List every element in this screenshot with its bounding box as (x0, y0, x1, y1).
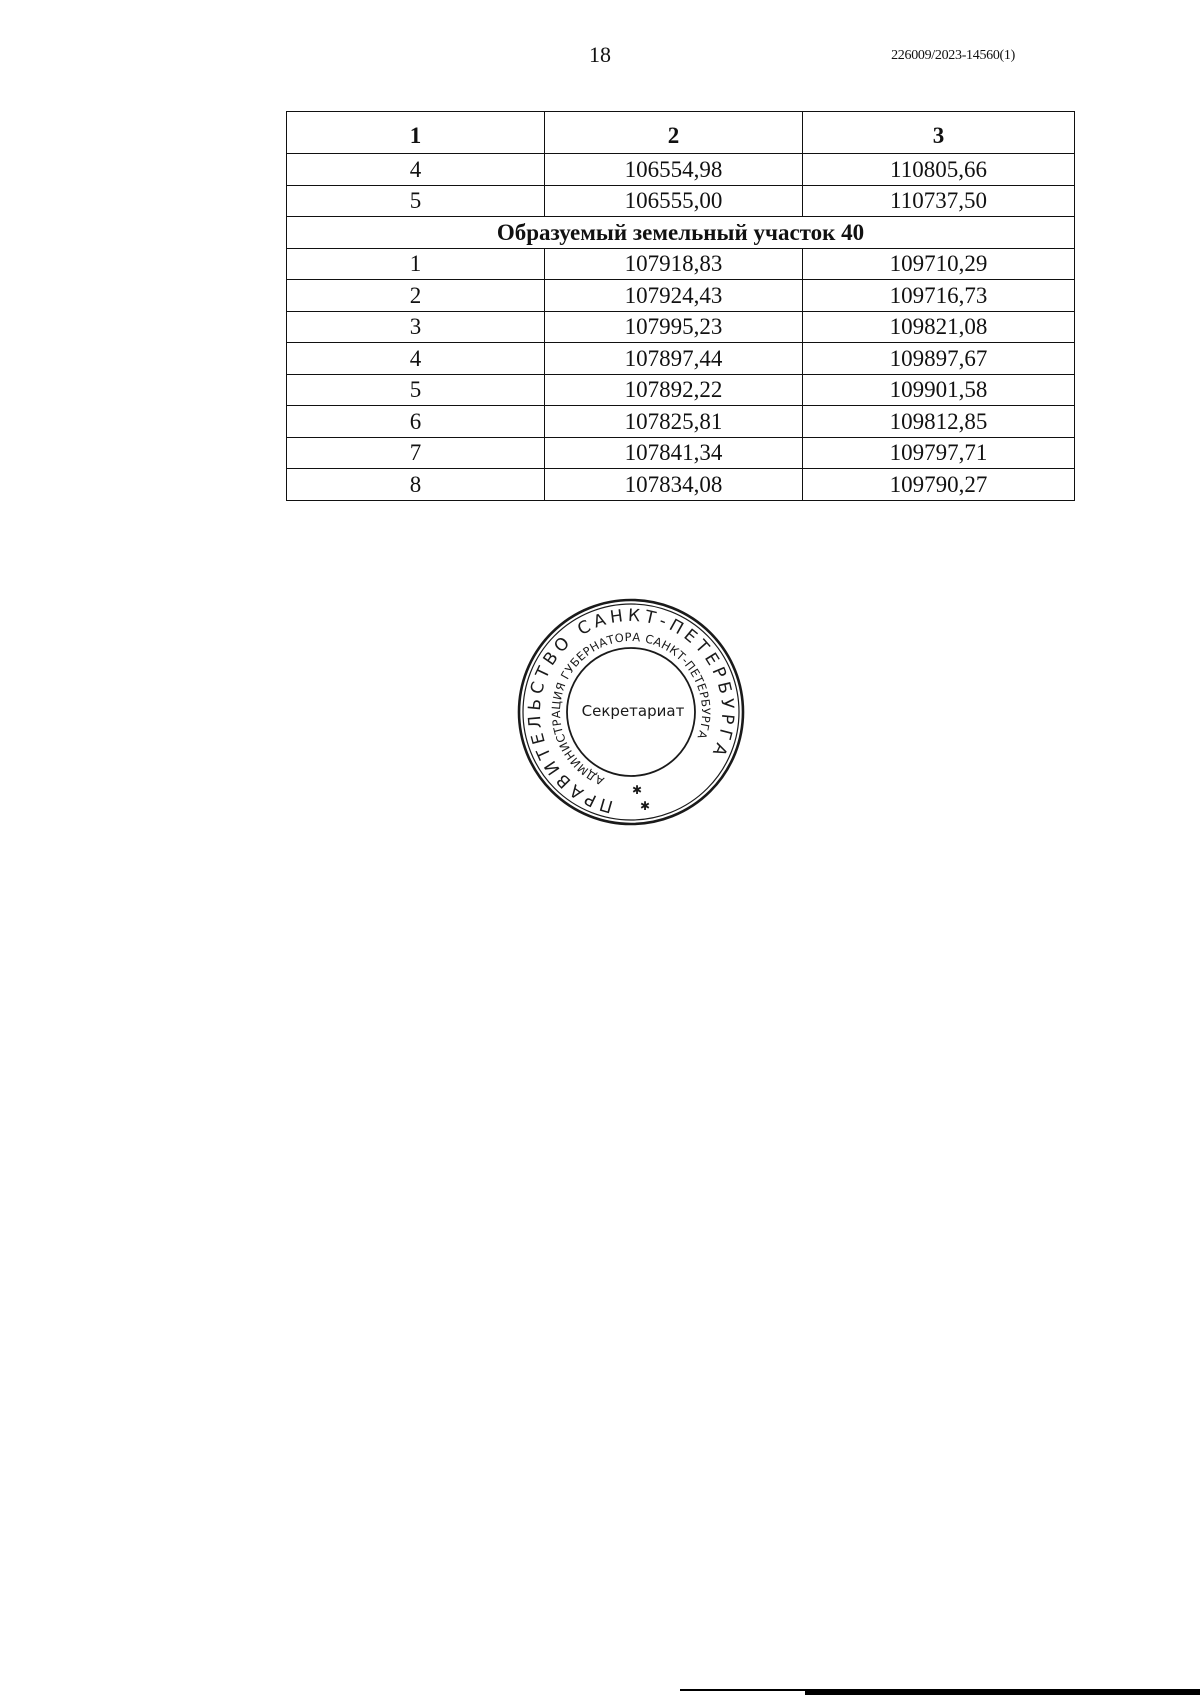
point-number: 1 (287, 248, 545, 280)
table-row (287, 343, 1075, 375)
table-row (287, 374, 1075, 406)
point-number: 6 (287, 406, 545, 438)
table-row (287, 154, 1075, 186)
scan-edge-bar (805, 1689, 1200, 1695)
coordinate-y: 109790,27 (803, 469, 1075, 501)
coordinate-x: 106555,00 (545, 185, 803, 217)
column-header: 2 (545, 112, 803, 154)
point-number: 4 (287, 154, 545, 186)
coordinate-x: 107995,23 (545, 311, 803, 343)
table-header-row (287, 112, 1075, 154)
table-row (287, 185, 1075, 217)
point-number: 8 (287, 469, 545, 501)
point-number: 7 (287, 437, 545, 469)
coordinate-x: 107918,83 (545, 248, 803, 280)
coordinate-y: 109797,71 (803, 437, 1075, 469)
column-header: 1 (287, 112, 545, 154)
table-row (287, 248, 1075, 280)
official-seal (517, 598, 745, 828)
table-row (287, 437, 1075, 469)
coordinate-x: 107825,81 (545, 406, 803, 438)
coordinate-x: 107892,22 (545, 374, 803, 406)
coordinate-y: 109821,08 (803, 311, 1075, 343)
seal-center-text: Секретариат (581, 702, 685, 720)
point-number: 2 (287, 280, 545, 312)
coordinate-y: 110737,50 (803, 185, 1075, 217)
section-title: Образуемый земельный участок 40 (287, 217, 1075, 249)
point-number: 3 (287, 311, 545, 343)
coordinate-x: 107924,43 (545, 280, 803, 312)
column-header: 3 (803, 112, 1075, 154)
seal-outer-text: ПРАВИТЕЛЬСТВО САНКТ-ПЕТЕРБУРГА (524, 605, 738, 817)
coordinate-x: 107834,08 (545, 469, 803, 501)
point-number: 5 (287, 374, 545, 406)
point-number: 4 (287, 343, 545, 375)
point-number: 5 (287, 185, 545, 217)
svg-text:✱: ✱ (639, 799, 651, 813)
document-reference: 226009/2023-14560(1) (891, 48, 1015, 63)
coordinate-y: 110805,66 (803, 154, 1075, 186)
coordinate-y: 109897,67 (803, 343, 1075, 375)
coordinate-y: 109901,58 (803, 374, 1075, 406)
coordinate-y: 109710,29 (803, 248, 1075, 280)
coordinate-x: 106554,98 (545, 154, 803, 186)
coordinate-y: 109812,85 (803, 406, 1075, 438)
table-row (287, 311, 1075, 343)
table-row (287, 406, 1075, 438)
coordinates-table (286, 111, 1075, 501)
scan-edge-line (680, 1689, 805, 1691)
svg-text:✱: ✱ (631, 783, 643, 797)
coordinate-x: 107897,44 (545, 343, 803, 375)
section-row (287, 217, 1075, 249)
page-number: 18 (589, 42, 611, 67)
table-row (287, 469, 1075, 501)
coordinate-x: 107841,34 (545, 437, 803, 469)
table-row (287, 280, 1075, 312)
star-icon (632, 783, 650, 813)
seal-inner-text: АДМИНИСТРАЦИЯ ГУБЕРНАТОРА САНКТ-ПЕТЕРБУРГА (548, 629, 714, 789)
coordinate-y: 109716,73 (803, 280, 1075, 312)
